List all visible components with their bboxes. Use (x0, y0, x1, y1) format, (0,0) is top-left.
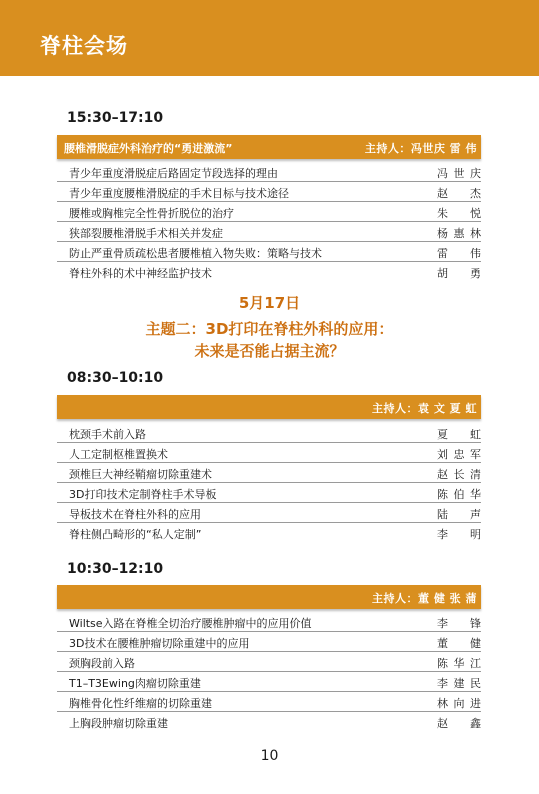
talk-speaker: 陈伯华 (437, 488, 481, 501)
talk-row (57, 503, 481, 523)
talk-speaker: 夏虹 (437, 428, 481, 441)
talk-speaker: 李锋 (437, 617, 481, 630)
talk-row (57, 262, 481, 281)
talk-title: Wiltse入路在脊椎全切治疗腰椎肿瘤中的应用价值 (69, 617, 312, 630)
talk-row (57, 222, 481, 242)
session-time: 10:30–12:10 (67, 561, 164, 577)
talk-speaker: 赵杰 (437, 187, 481, 200)
session-host: 主持人：袁 文 夏 虹 (372, 402, 477, 415)
talk-speaker: 刘忠军 (437, 448, 481, 461)
talk-title: 导板技术在脊柱外科的应用 (69, 508, 201, 521)
talk-speaker: 赵鑫 (437, 717, 481, 730)
talk-row (57, 242, 481, 262)
talk-row (57, 672, 481, 692)
topic-bar (57, 585, 481, 609)
talk-row (57, 692, 481, 712)
talk-row (57, 652, 481, 672)
talk-title: 人工定制枢椎置换术 (69, 448, 168, 461)
talk-title: 脊柱外科的术中神经监护技术 (69, 267, 212, 280)
talk-title: 防止严重骨质疏松患者腰椎植入物失败：策略与技术 (69, 247, 322, 260)
talk-row (57, 483, 481, 503)
talk-row (57, 202, 481, 222)
talk-row (57, 712, 481, 731)
theme-line-2: 未来是否能占据主流？ (194, 342, 345, 360)
talk-title: 3D技术在腰椎肿瘤切除重建中的应用 (69, 637, 250, 650)
session-host: 主持人：董 健 张 蒲 (372, 592, 477, 605)
session-time: 08:30–10:10 (67, 370, 164, 386)
talk-row (57, 443, 481, 463)
page-header-title: 脊柱会场 (40, 34, 128, 58)
talk-row (57, 612, 481, 632)
talk-speaker: 李建民 (437, 677, 481, 690)
talk-title: 青少年重度滑脱症后路固定节段选择的理由 (69, 167, 278, 180)
talk-list (57, 423, 481, 542)
talk-title: 青少年重度腰椎滑脱症的手术目标与技术途径 (69, 187, 289, 200)
day-heading: 5月17日 (238, 294, 301, 312)
talk-speaker: 董健 (437, 637, 481, 650)
topic-bar (57, 135, 481, 159)
talk-row (57, 632, 481, 652)
talk-title: 脊柱侧凸畸形的“私人定制” (69, 528, 202, 541)
topic-bar (57, 395, 481, 419)
talk-row (57, 463, 481, 483)
talk-title: 3D打印技术定制脊柱手术导板 (69, 488, 217, 501)
session-host: 主持人：冯世庆 雷 伟 (364, 142, 477, 155)
theme-line-1: 主题二：3D打印在脊柱外科的应用： (145, 320, 394, 338)
page-number: 10 (260, 748, 279, 764)
talk-title: 颈胸段前入路 (69, 657, 135, 670)
talk-speaker: 雷伟 (437, 247, 481, 260)
talk-title: 胸椎骨化性纤维瘤的切除重建 (69, 697, 212, 710)
talk-speaker: 杨惠林 (437, 227, 481, 240)
talk-speaker: 陈华江 (437, 657, 481, 670)
talk-title: T1–T3Ewing肉瘤切除重建 (69, 677, 201, 690)
talk-speaker: 朱悦 (437, 207, 481, 220)
talk-list (57, 612, 481, 731)
talk-speaker: 李明 (437, 528, 481, 541)
talk-row (57, 423, 481, 443)
talk-speaker: 赵长清 (437, 468, 481, 481)
talk-title: 腰椎或胸椎完全性骨折脱位的治疗 (69, 207, 234, 220)
talk-list (57, 162, 481, 281)
talk-title: 狭部裂腰椎滑脱手术相关并发症 (69, 227, 223, 240)
talk-row (57, 162, 481, 182)
talk-title: 枕颈手术前入路 (69, 428, 146, 441)
talk-speaker: 冯世庆 (437, 167, 481, 180)
page-header (0, 0, 539, 76)
talk-speaker: 胡勇 (437, 267, 481, 280)
talk-row (57, 182, 481, 202)
talk-title: 上胸段肿瘤切除重建 (69, 717, 168, 730)
talk-row (57, 523, 481, 542)
session-time: 15:30–17:10 (67, 110, 164, 126)
topic-title: 腰椎滑脱症外科治疗的“勇进激流” (64, 142, 233, 155)
talk-speaker: 陆声 (437, 508, 481, 521)
talk-speaker: 林向进 (437, 697, 481, 710)
talk-title: 颈椎巨大神经鞘瘤切除重建术 (69, 468, 212, 481)
